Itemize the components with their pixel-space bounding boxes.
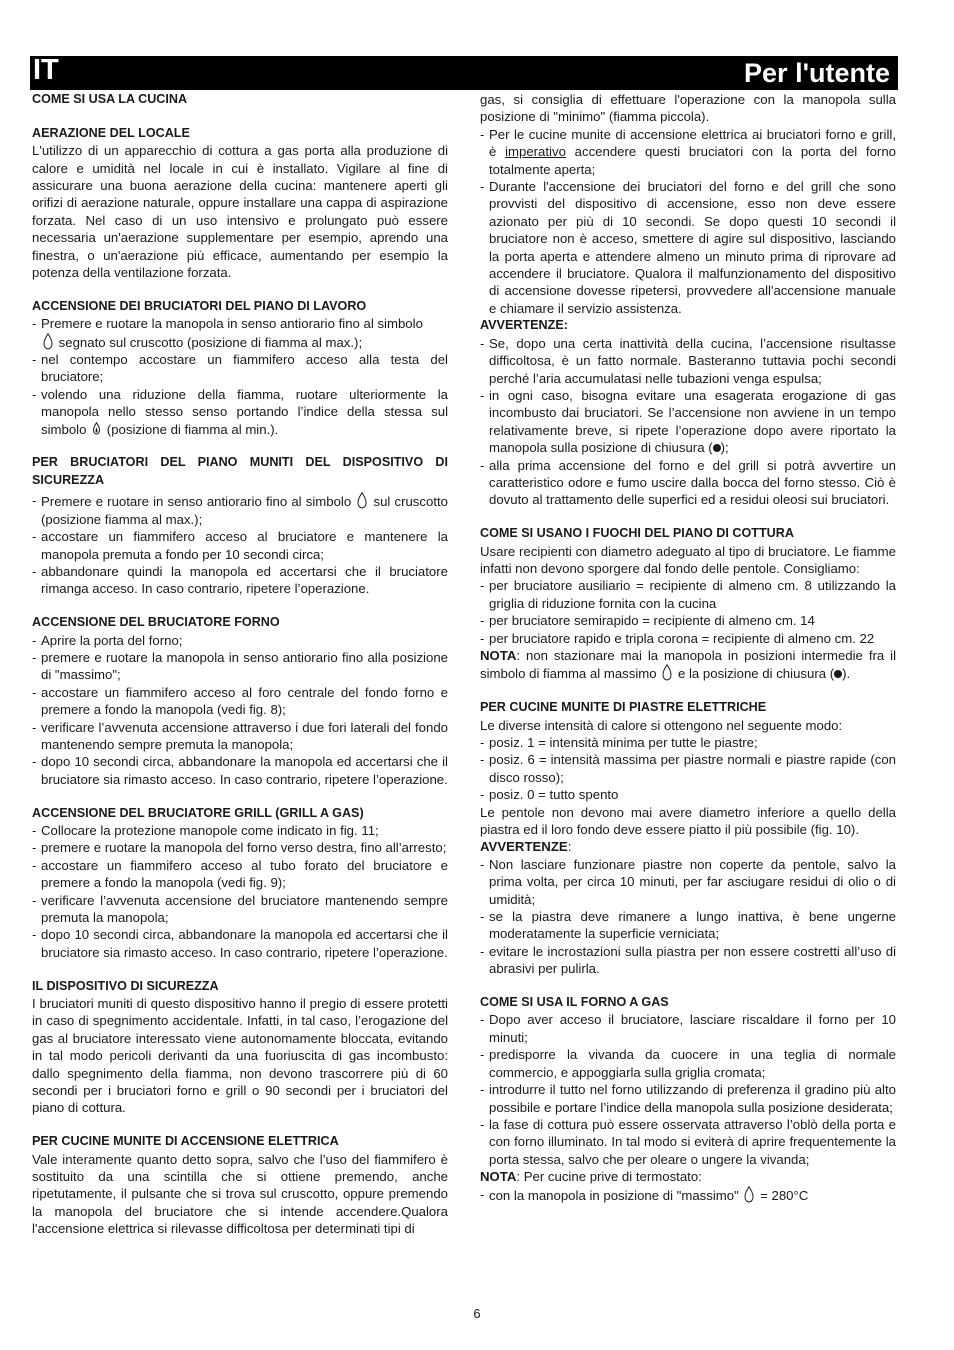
list-item: - Durante l'accensione dei bruciatori del forno e del grill che sono provvisti del dispositivo di accensione, esso non deve essere azionato per più di 10 secondi. Se dopo questi 10 secondi il bruciatore non è acceso, smettere di agire sul dispositivo, lasciando la porta aperta e attendere almeno un minuto prima di riprovare ad accendere il bruciatore. Qualora il malfunzionamento del dispositivo di accensione dovesse ripetersi, provvedere all'accensione manuale e chiamare il servizio assistenza. (480, 178, 896, 317)
list-piastre (480, 734, 896, 804)
list-accensione-piano (32, 315, 448, 438)
list-item: - in ogni caso, bisogna evitare una esagerata erogazione di gas incombusto dai bruciatori. Se l’accensione non avviene in un tempo relativamente breve, si ripete l’operazione dopo avere riportato la manopola sulla posizione di chiusura ( ); (480, 387, 896, 457)
list-item: - alla prima accensione del forno e del grill si potrà avvertire un caratteristico odore e fumo uscire dalla bocca del forno stesso. Ciò è dovuto al trattamento delle superfici ed a residui oleosi sui bruciatori. (480, 457, 896, 509)
list-accensione-forno (32, 632, 448, 789)
list-item: - Dopo aver acceso il bruciatore, lasciare riscaldare il forno per 10 minuti; (480, 1011, 896, 1046)
section-title-avvertenze: AVVERTENZE: (480, 318, 568, 333)
list-item: - accostare un fiammifero acceso al foro centrale del fondo forno e premere a fondo la manopola (vedi fig. 8); (32, 684, 448, 719)
closed-position-icon (713, 444, 721, 452)
paragraph-piastre-2: Le pentole non devono mai avere diametro inferiore a quello della piastra ed il loro fondo deve essere piatto il più possibile (fig. 10). (480, 804, 896, 838)
list-item: - Non lasciare funzionare piastre non coperte da pentole, salvo la prima volta, per circa 10 minuti, per far asciugare residui di olio o di umidità; (480, 856, 896, 908)
list-item: - Premere e ruotare la manopola in senso antiorario fino al simbolo segnato sul cruscotto (posizione di fiamma al max.); (32, 315, 448, 351)
section-title-main: COME SI USA LA CUCINA (32, 92, 188, 106)
list-item: - volendo una riduzione della fiamma, ruotare ulteriormente la manopola nello stesso senso portando l’indice della stessa sul simbolo (posizione di fiamma al min.). (32, 386, 448, 438)
list-item: - posiz. 6 = intensità massima per piastre normali e piastre rapide (con disco rosso); (480, 751, 896, 786)
closed-position-icon (834, 670, 842, 678)
list-item: - Collocare la protezione manopole come indicato in fig. 11; (32, 822, 448, 839)
page-header (30, 56, 898, 90)
list-item: - nel contempo accostare un fiammifero acceso alla testa del bruciatore; (32, 351, 448, 386)
list-item: - verificare l’avvenuta accensione attraverso i due fori laterali del fondo mantenendo sempre premuta la manopola; (32, 719, 448, 754)
list-item: - accostare un fiammifero acceso al bruciatore e mantenere la manopola premuta a fondo per 10 secondi circa; (32, 528, 448, 563)
section-title-forno-gas: COME SI USA IL FORNO A GAS (480, 995, 669, 1010)
section-title-sicurezza-piano: PER BRUCIATORI DEL PIANO MUNITI DEL DISPOSITIVO DI SICUREZZA (32, 455, 448, 487)
underlined-word: imperativo (505, 144, 566, 160)
flame-max-icon (744, 1186, 754, 1203)
list-item: - se la piastra deve rimanere a lungo inattiva, è bene ungerne moderatamente la superficie verniciata; (480, 908, 896, 943)
section-title-accensione-elettrica: PER CUCINE MUNITE DI ACCENSIONE ELETTRICA (32, 1134, 339, 1149)
list-item: - Per le cucine munite di accensione elettrica ai bruciatori forno e grill, è imperativo accendere questi bruciatori con la porta del forno totalmente aperta; (480, 126, 896, 178)
language-code: IT (33, 54, 59, 86)
section-title-accensione-grill: ACCENSIONE DEL BRUCIATORE GRILL (GRILL A GAS) (32, 805, 364, 820)
list-item: - la fase di cottura può essere osservata attraverso l’oblò della porta e con forno illuminato. In tal modo si eviterà di aprire frequentemente la porta stessa, salvo che per oleare o ungere la vivanda; (480, 1116, 896, 1168)
list-item: - evitare le incrostazioni sulla piastra per non essere costretti all’uso di abrasivi per pulirla. (480, 943, 896, 978)
paragraph-accensione-elettrica: Vale interamente quanto detto sopra, salvo che l’uso del fiammifero è sostituito da una scintilla che si ottiene premendo, anche ripetutamente, il pulsante che si trova sul cruscotto, oppure premendo la manopola del bruciatore che si intende accendere.Qualora l'accensione elettrica si rilevasse difficoltosa per determinati tipi di (32, 1151, 448, 1237)
list-fuochi (480, 577, 896, 647)
list-item: - per bruciatore semirapido = recipiente di almeno cm. 14 (480, 612, 896, 629)
section-title-dispositivo: IL DISPOSITIVO DI SICUREZZA (32, 978, 219, 993)
list-item: - introdurre il tutto nel forno utilizzando di preferenza il gradino più alto possibile e portare l’indice della manopola sulla posizione desiderata; (480, 1081, 896, 1116)
list-item: - Se, dopo una certa inattività della cucina, l’accensione risultasse difficoltosa, è un fatto normale. Basteranno tuttavia pochi secondi perché l’aria accumulatasi nelle tubazioni venga espulsa; (480, 335, 896, 387)
flame-max-icon (662, 664, 672, 681)
nota-termostato: NOTA: Per cucine prive di termostato: (480, 1169, 702, 1185)
paragraph-aerazione: L'utilizzo di un apparecchio di cottura a gas porta alla produzione di calore e umidità nel locale in cui è installato. Vigilare al fine di assicurare una buona aerazione della cucina: mantenere aperti gli orifizi di aerazione naturale, oppure installare una cappa di aspirazione forzata. Nel caso di un uso intensivo e prolungato può essere necessaria un'aerazione supplementare per esempio, aprendo una finestra, o un'aerazione più efficace, aumentando per esempio la potenza della ventilazione forzata. (32, 143, 448, 281)
list-avvertenze (480, 335, 896, 509)
list-item: - predisporre la vivanda da cuocere in una teglia di normale commercio, e appoggiarla sulla griglia cromata; (480, 1046, 896, 1081)
list-item: - per bruciatore rapido e tripla corona = recipiente di almeno cm. 22 (480, 630, 896, 647)
left-column (32, 91, 448, 1238)
list-item: - premere e ruotare la manopola del forno verso destra, fino all’arresto; (32, 839, 448, 856)
list-forno-gas (480, 1011, 896, 1168)
flame-min-icon (92, 422, 101, 435)
list-item: - Premere e ruotare in senso antiorario fino al simbolo sul cruscotto (posizione fiamma al max.); (32, 492, 448, 528)
page-number: 6 (473, 1306, 481, 1321)
nota-fuochi: NOTA: non stazionare mai la manopola in posizioni intermedie fra il simbolo di fiamma al massimo e la posizione di chiusura ( ). (480, 647, 896, 682)
list-item: - accostare un fiammifero acceso al tubo forato del bruciatore e premere a fondo la manopola (vedi fig. 9); (32, 857, 448, 892)
list-avvertenze-piastre (480, 856, 896, 978)
list-item: - dopo 10 secondi circa, abbandonare la manopola ed accertarsi che il bruciatore sia rimasto acceso. In caso contrario, ripetere l’operazione. (32, 926, 448, 961)
list-accensione-grill (32, 822, 448, 961)
list-item: - abbandonare quindi la manopola ed accertarsi che il bruciatore rimanga acceso. In caso contrario, ripetere l’operazione. (32, 563, 448, 598)
list-termostato (480, 1186, 896, 1204)
section-title-accensione-forno: ACCENSIONE DEL BRUCIATORE FORNO (32, 615, 280, 630)
avvertenze-piastre-title: AVVERTENZE: (480, 839, 572, 855)
list-accensione-elettrica (480, 126, 896, 317)
list-item: - Aprire la porta del forno; (32, 632, 448, 649)
right-column (480, 91, 896, 1204)
paragraph-dispositivo: I bruciatori muniti di questo dispositivo hanno il pregio di essere protetti in caso di spegnimento accidentale. Infatti, in tal caso, l’erogazione del gas al bruciatore interessato viene autonomamente bloccata, evitando in tal modo pericoli derivanti da una fuoriuscita di gas incombusto: dallo spegnimento della fiamma, non devono trascorrere più di 60 secondi per i bruciatori forno e grill o 90 secondi per i bruciatori del piano di cottura. (32, 996, 448, 1116)
list-item: - dopo 10 secondi circa, abbandonare la manopola ed accertarsi che il bruciatore sia rimasto acceso. In caso contrario, ripetere l’operazione. (32, 753, 448, 788)
flame-max-icon (357, 492, 367, 509)
page-title: Per l'utente (744, 58, 890, 88)
list-item: - per bruciatore ausiliario = recipiente di almeno cm. 8 utilizzando la griglia di riduzione fornita con la cucina (480, 577, 896, 612)
list-item: - posiz. 0 = tutto spento (480, 786, 896, 803)
paragraph-continued: gas, si consiglia di effettuare l'operazione con la manopola sulla posizione di "minimo" (fiamma piccola). (480, 92, 896, 125)
list-item: - verificare l’avvenuta accensione del bruciatore mantenendo sempre premuta la manopola; (32, 892, 448, 927)
section-title-aerazione: AERAZIONE DEL LOCALE (32, 125, 190, 140)
paragraph-piastre: Le diverse intensità di calore si ottengono nel seguente modo: (480, 717, 843, 733)
list-item: - posiz. 1 = intensità minima per tutte le piastre; (480, 734, 896, 751)
section-title-fuochi: COME SI USANO I FUOCHI DEL PIANO DI COTTURA (480, 526, 794, 541)
list-item: - con la manopola in posizione di "massimo" = 280°C (480, 1186, 896, 1204)
section-title-accensione-piano: ACCENSIONE DEI BRUCIATORI DEL PIANO DI LAVORO (32, 298, 367, 313)
section-title-piastre: PER CUCINE MUNITE DI PIASTRE ELETTRICHE (480, 700, 767, 715)
flame-max-icon (43, 333, 53, 350)
paragraph-fuochi: Usare recipienti con diametro adeguato al tipo di bruciatore. Le fiamme infatti non devono sporgere dal fondo delle pentole. Consigliamo: (480, 543, 896, 576)
list-sicurezza-piano (32, 492, 448, 597)
list-item: - premere e ruotare la manopola in senso antiorario fino alla posizione di "massimo"; (32, 649, 448, 684)
